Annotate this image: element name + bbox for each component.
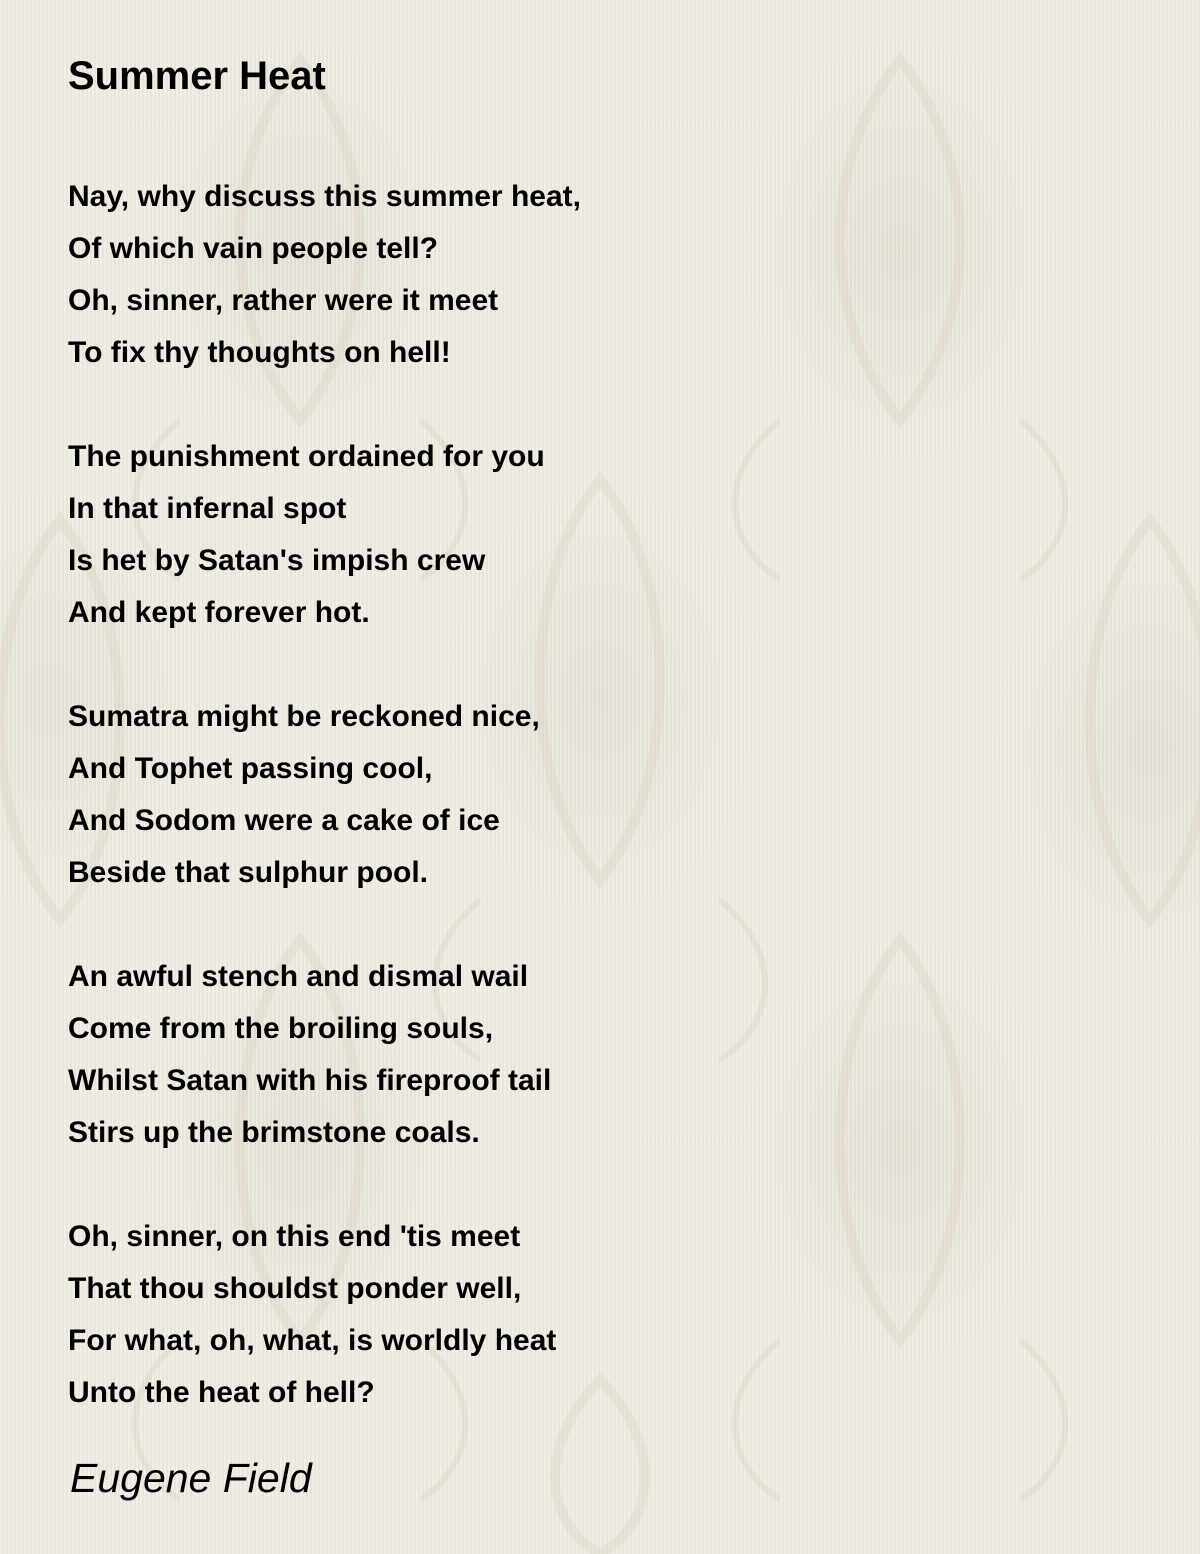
poem-line: Whilst Satan with his fireproof tail (68, 1064, 552, 1097)
poem-line: Oh, sinner, rather were it meet (68, 284, 499, 317)
poem-line: Oh, sinner, on this end 'tis meet (68, 1220, 521, 1253)
poem-author: Eugene Field (70, 1455, 312, 1501)
stanza (68, 691, 1148, 899)
poem-line: Unto the heat of hell? (68, 1376, 375, 1409)
poem-line: Stirs up the brimstone coals. (68, 1116, 480, 1149)
poem-line: The punishment ordained for you (68, 440, 545, 473)
stanza (68, 431, 1148, 639)
poem-line: And kept forever hot. (68, 596, 370, 629)
stanza (68, 951, 1148, 1159)
poem-container (68, 52, 1148, 1471)
poem-line: In that infernal spot (68, 492, 347, 525)
poem-line: Is het by Satan's impish crew (68, 544, 486, 577)
poem-line: Sumatra might be reckoned nice, (68, 700, 540, 733)
stanza (68, 171, 1148, 379)
poem-line: Of which vain people tell? (68, 232, 439, 265)
poem-line: Beside that sulphur pool. (68, 856, 429, 889)
poem-title: Summer Heat (68, 54, 326, 98)
poem-line: An awful stench and dismal wail (68, 960, 529, 993)
poem-line: Nay, why discuss this summer heat, (68, 180, 581, 213)
poem-line: And Tophet passing cool, (68, 752, 433, 785)
poem-line: That thou shouldst ponder well, (68, 1272, 522, 1305)
stanza (68, 1211, 1148, 1419)
poem-line: To fix thy thoughts on hell! (68, 336, 451, 369)
poem-body (68, 171, 1148, 1419)
poem-line: For what, oh, what, is worldly heat (68, 1324, 557, 1357)
poem-line: And Sodom were a cake of ice (68, 804, 500, 837)
poem-line: Come from the broiling souls, (68, 1012, 494, 1045)
